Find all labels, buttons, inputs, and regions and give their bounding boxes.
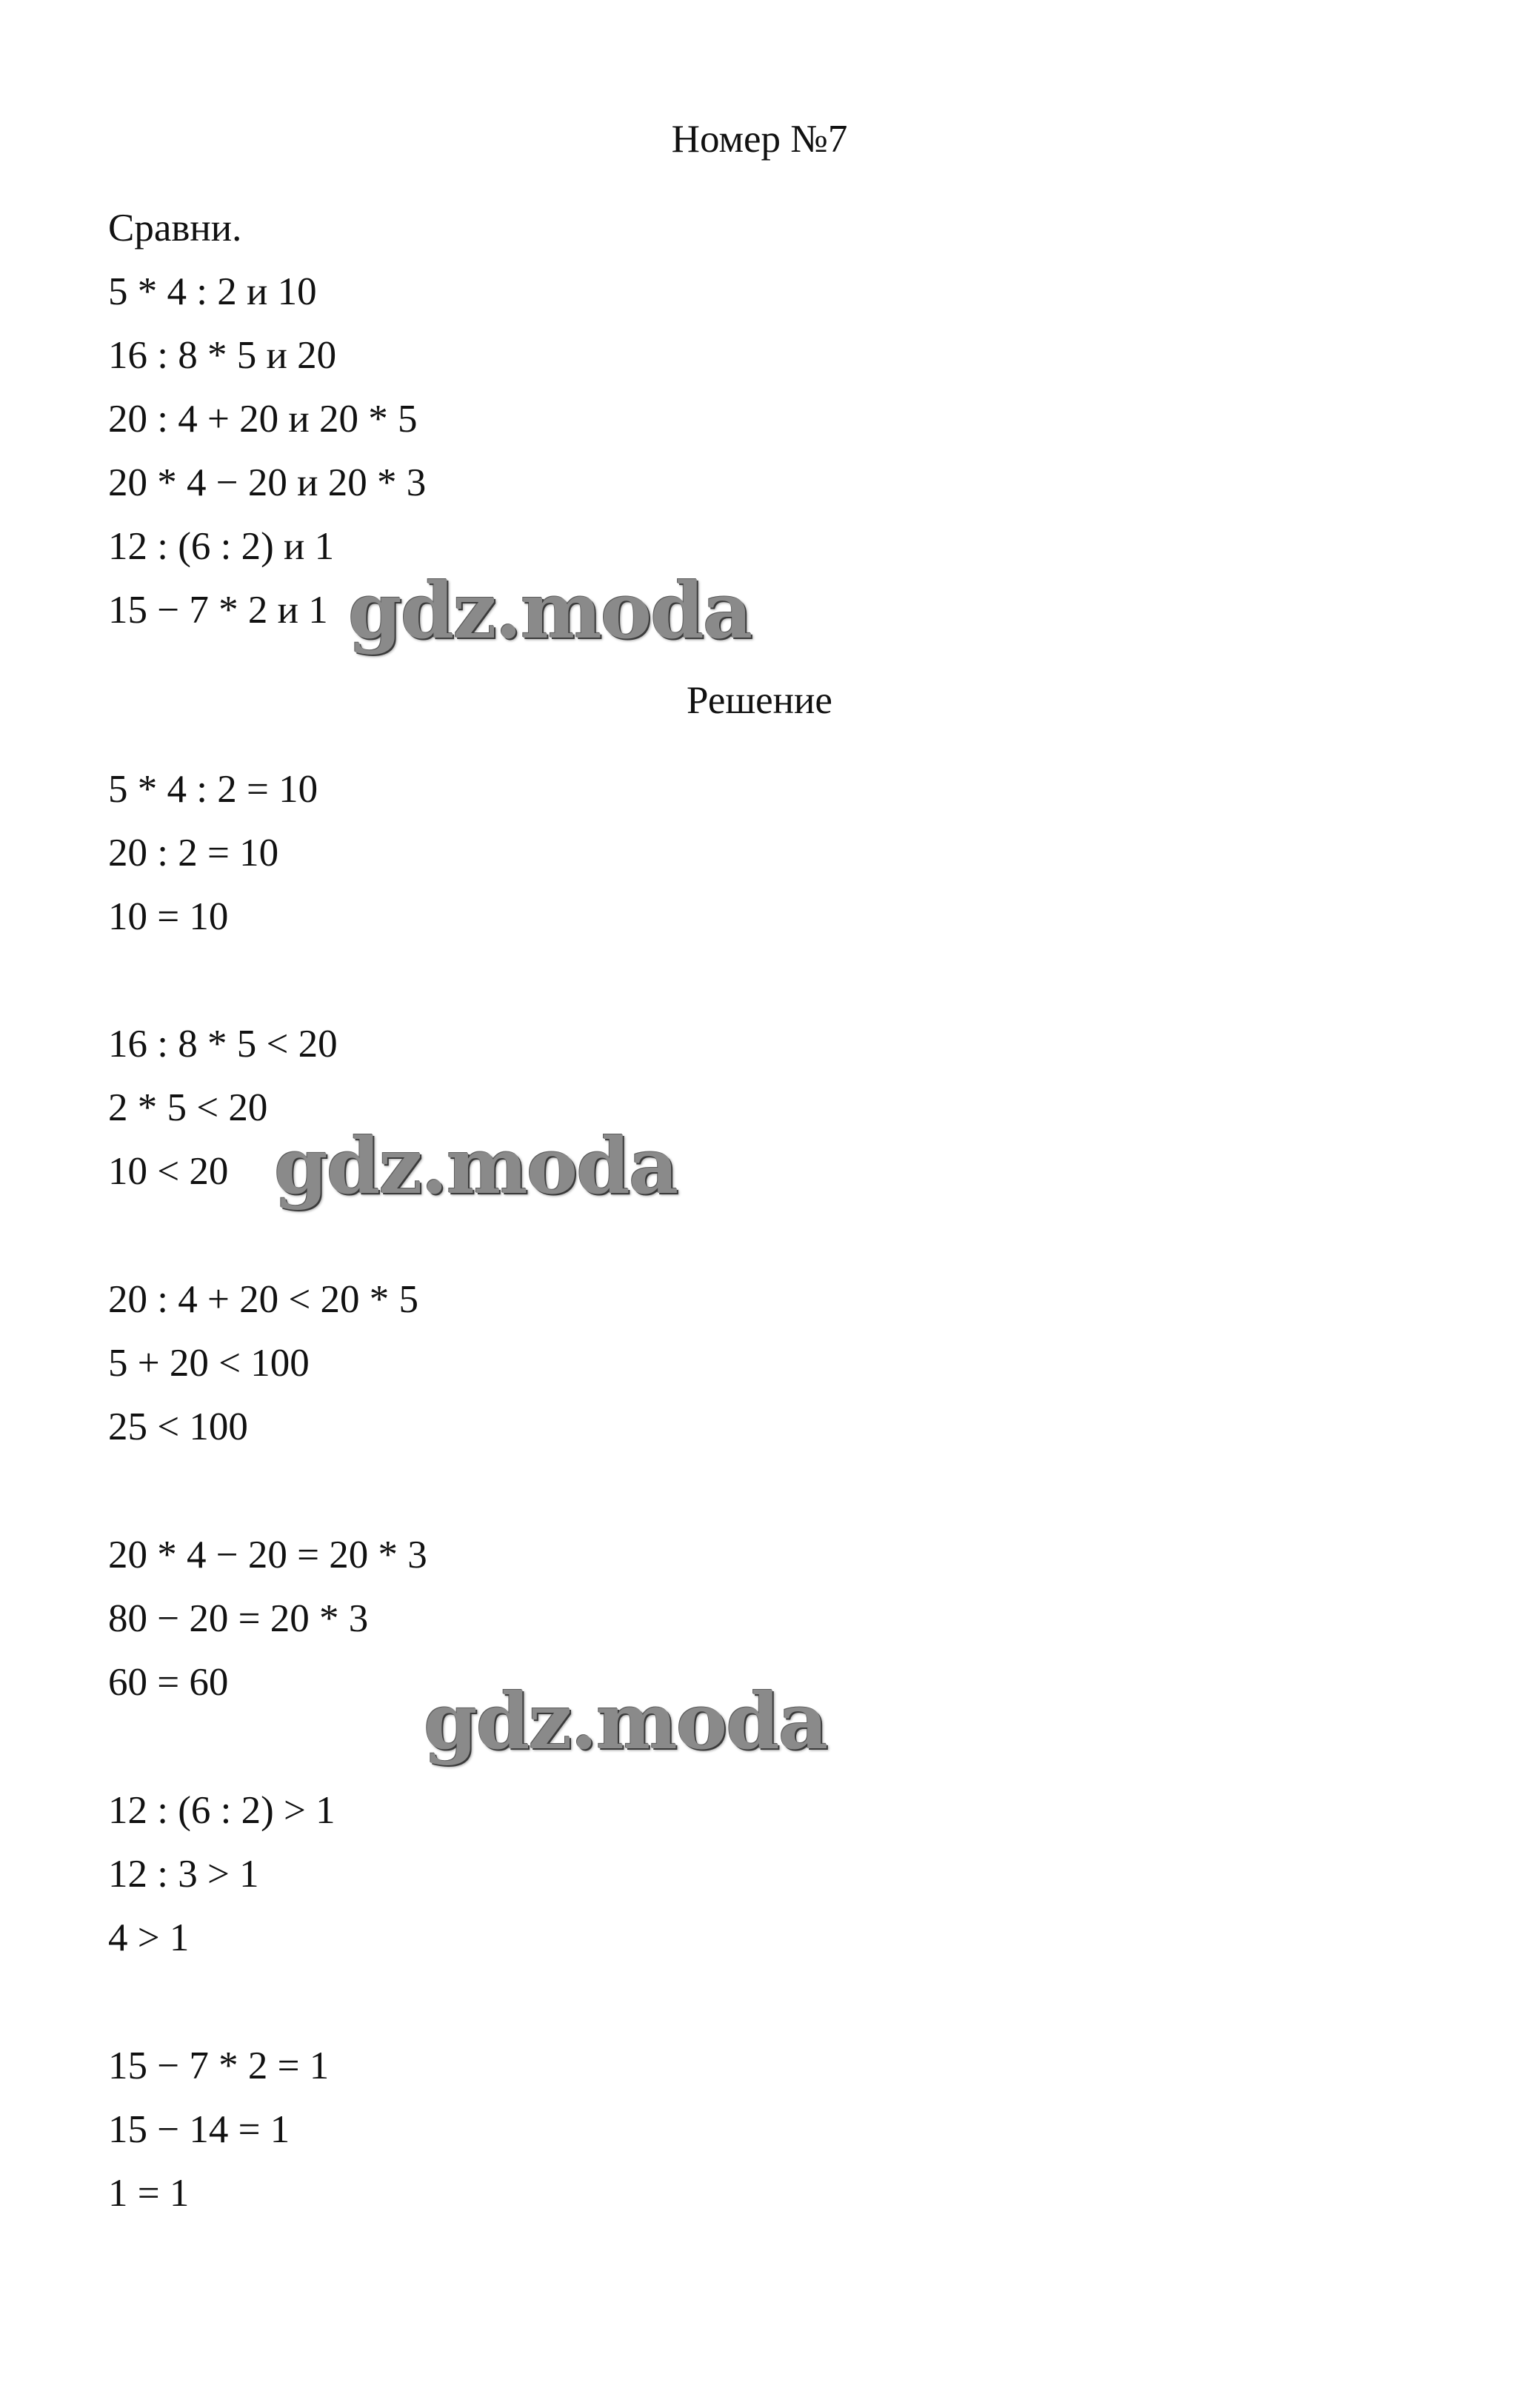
- task-item: 16 : 8 * 5 и 20: [108, 334, 337, 377]
- solution-line: 25 < 100: [108, 1405, 248, 1448]
- solution-line: 20 : 4 + 20 < 20 * 5: [108, 1278, 419, 1321]
- watermark-logo: gdz.moda: [348, 565, 752, 656]
- solution-line: 12 : (6 : 2) > 1: [108, 1789, 335, 1832]
- solution-line: 2 * 5 < 20: [108, 1086, 268, 1129]
- watermark-logo: gdz.moda: [424, 1676, 827, 1767]
- solution-line: 12 : 3 > 1: [108, 1853, 259, 1896]
- solution-line: 20 : 2 = 10: [108, 832, 279, 874]
- task-instruction: Сравни.: [108, 207, 242, 250]
- task-item: 15 − 7 * 2 и 1: [108, 589, 328, 632]
- solution-line: 10 < 20: [108, 1150, 229, 1193]
- page-title: Номер №7: [671, 118, 848, 161]
- solution-heading: Решение: [687, 679, 832, 722]
- solution-line: 1 = 1: [108, 2172, 190, 2215]
- solution-line: 20 * 4 − 20 = 20 * 3: [108, 1534, 427, 1576]
- solution-line: 60 = 60: [108, 1661, 229, 1704]
- solution-line: 15 − 14 = 1: [108, 2108, 290, 2151]
- solution-line: 80 − 20 = 20 * 3: [108, 1597, 369, 1640]
- solution-line: 15 − 7 * 2 = 1: [108, 2044, 330, 2087]
- solution-line: 10 = 10: [108, 895, 229, 938]
- task-item: 12 : (6 : 2) и 1: [108, 525, 335, 568]
- task-item: 20 : 4 + 20 и 20 * 5: [108, 398, 418, 441]
- solution-line: 5 + 20 < 100: [108, 1342, 310, 1385]
- solution-line: 4 > 1: [108, 1916, 190, 1959]
- watermark-logo: gdz.moda: [274, 1120, 678, 1211]
- task-item: 5 * 4 : 2 и 10: [108, 270, 317, 313]
- solution-line: 16 : 8 * 5 < 20: [108, 1023, 338, 1066]
- solution-line: 5 * 4 : 2 = 10: [108, 768, 318, 811]
- task-item: 20 * 4 − 20 и 20 * 3: [108, 461, 427, 504]
